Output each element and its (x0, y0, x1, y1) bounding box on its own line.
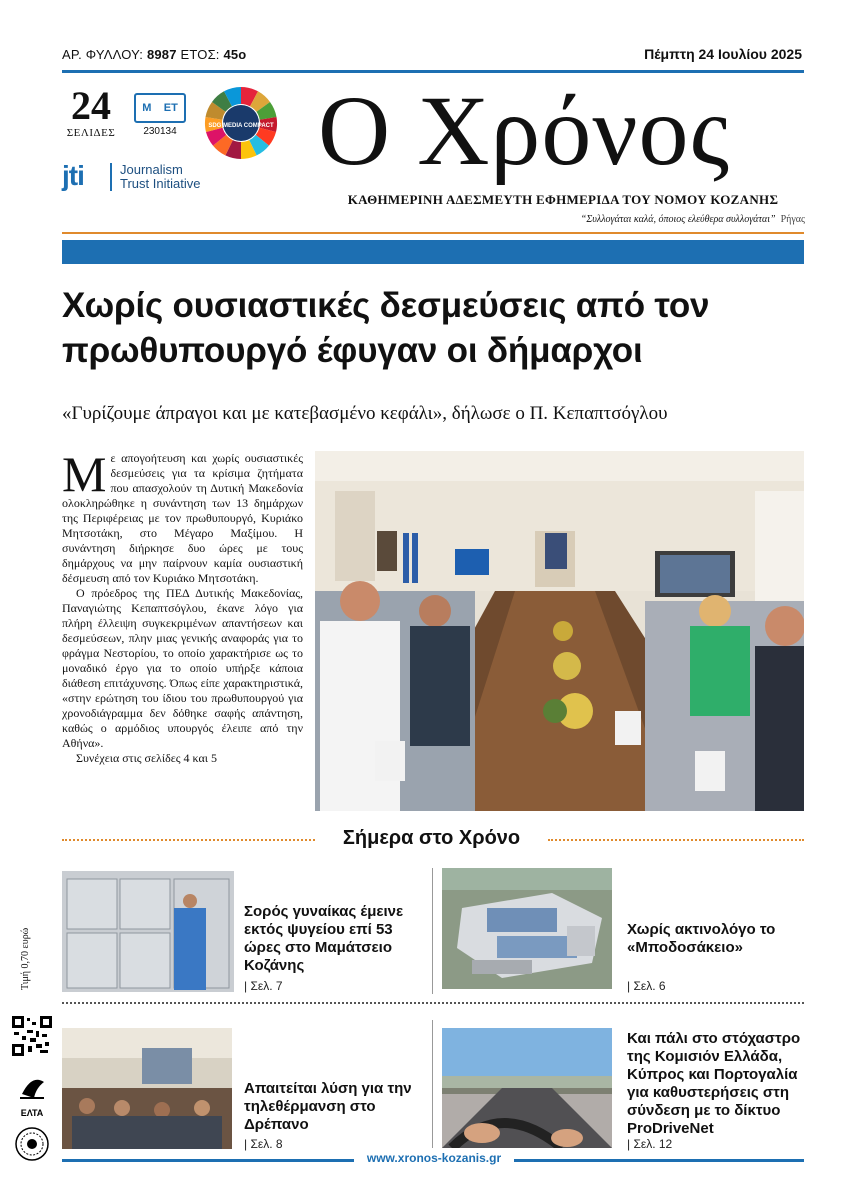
met-badge-et: ET (163, 102, 178, 114)
stories-divider (62, 1002, 804, 1004)
column-divider-1 (432, 868, 433, 994)
footer-rule-left (62, 1159, 354, 1162)
svg-text:ΕΛΤΑ: ΕΛΤΑ (20, 1108, 44, 1118)
story-4-thumb[interactable] (442, 1028, 612, 1148)
masthead-subtitle: ΚΑΘΗΜΕΡΙΝΗ ΑΔΕΣΜΕΥΤΗ ΕΦΗΜΕΡΙΔΑ ΤΟΥ ΝΟΜΟΥ ΚΟΖΑΝΗΣ (347, 192, 779, 207)
story-3-title[interactable]: Απαιτείται λύση για την τηλεθέρμανση στο Δρέπανο (244, 1080, 412, 1133)
sdg-media-compact-logo (204, 86, 278, 160)
para1-text: ε απογοήτευση και χωρίς ουσιαστικές δεσμεύσεις για τα κρίσιμα ζητήματα που απασχολούν τη Δυτική Μακεδονία ολοκληρώθηκε η συνάντηση των 13 δημάρχων της Περιφέρειας με τον πρωθυπουργό, Κυριάκο Μητσοτάκη, στο Μέγαρο Μαξίμου. Η συνάντηση διήρκησε δυο ώρες με τους δημάρχους να μην παίρνουν καμία ουσιαστική δέσμευση από τον Κυριάκο Μητσοτάκη. (62, 451, 303, 585)
issue-number: 8987 (146, 47, 177, 62)
today-heading: Σήμερα στο Χρόνο (342, 827, 521, 849)
quote-author: Ρήγας (780, 214, 805, 225)
lead-photo[interactable] (315, 451, 804, 811)
quote-text: “Συλλογάται καλά, όποιος ελεύθερα συλλογάται” (580, 214, 776, 225)
lead-deck: «Γυρίζουμε άπραγοι και με κατεβασμένο κεφάλι», δήλωσε ο Π. Κεπαπτσόγλου (62, 403, 668, 424)
today-divider-right (548, 839, 804, 841)
met-badge-m: M (142, 102, 152, 114)
price-label: Τιμή 0,70 ευρώ (20, 927, 31, 990)
jti-line-2: Trust Initiative (120, 176, 201, 191)
year-value: 45ο (223, 47, 247, 62)
issue-date: Πέμπτη 24 Ιουλίου 2025 (644, 46, 802, 62)
lead-body (62, 446, 303, 766)
publishers-seal-icon (14, 1126, 50, 1162)
story-2-page: | Σελ. 6 (627, 979, 666, 993)
issue-info (62, 47, 246, 62)
jti-divider (110, 163, 112, 191)
lead-paragraph-2: Ο πρόεδρος της ΠΕΔ Δυτικής Μακεδονίας, Παναγιώτης Κεπαπτσόγλου, έκανε λόγο για πλήρη έλλειψη συγκεκριμένων απαντήσεων και δεσμεύσεων, πλην μιας γενικής αναφοράς για το φράγμα Νεστορίου, το οποίο χαρακτήρισε ως το μοναδικό έργο για το οποίο υπήρξε κάποια διάθεση επιτάχυνσης. Όπως είπε χαρακτηριστικά, «στην ερώτηση του ίδιου του πρωθυπουργού για χρονοδιάγραμμα δεν δόθηκε σαφής απάντηση, καθώς ο αρμόδιος υπουργός έλειπε από την Αθήνα». (62, 586, 303, 750)
jti-logo: jti (62, 160, 84, 191)
dropcap: Μ (62, 446, 107, 502)
met-code: 230134 (143, 126, 177, 137)
elta-logo (14, 1070, 50, 1124)
today-divider-left (62, 839, 315, 841)
pages-count: 24 (71, 83, 111, 128)
continue-note[interactable]: Συνέχεια στις σελίδες 4 και 5 (76, 751, 217, 765)
met-badge (134, 93, 186, 123)
story-4-title[interactable]: Και πάλι στο στόχαστρο της Κομισιόν Ελλάδα, Κύπρος και Πορτογαλία για καθυστερήσεις στη σύνδεση με το δίκτυο ProDriveNet (627, 1030, 801, 1137)
story-2-thumb[interactable] (442, 868, 612, 989)
jti-text (120, 163, 200, 191)
story-2-title[interactable]: Χωρίς ακτινολόγο το «Μποδοσάκειο» (627, 921, 776, 956)
footer-rule-right (514, 1159, 804, 1162)
masthead-quote (318, 214, 805, 225)
orange-rule (62, 232, 804, 234)
blue-band (62, 240, 804, 264)
jti-line-1: Journalism (120, 162, 183, 177)
story-3-page: | Σελ. 8 (244, 1137, 283, 1151)
story-1-thumb[interactable] (62, 871, 234, 992)
svg-text:SDG MEDIA COMPACT: SDG MEDIA COMPACT (208, 123, 274, 129)
story-1-page: | Σελ. 7 (244, 979, 283, 993)
website-link[interactable]: www.xronos-kozanis.gr (366, 1151, 502, 1165)
pages-label: ΣΕΛΙΔΕΣ (66, 127, 116, 139)
top-rule (62, 70, 804, 73)
story-1-title[interactable]: Σορός γυναίκας έμεινε εκτός ψυγείου επί 53 ώρες στο Μαμάτσειο Κοζάνης (244, 903, 404, 974)
column-divider-2 (432, 1020, 433, 1148)
story-4-page: | Σελ. 12 (627, 1137, 673, 1151)
story-3-thumb[interactable] (62, 1028, 232, 1149)
masthead-title: Ο Χρόνος (318, 75, 731, 186)
year-label: ΕΤΟΣ: (180, 47, 220, 62)
lead-headline[interactable]: Χωρίς ουσιαστικές δεσμεύσεις από τον πρωθυπουργό έφυγαν οι δήμαρχοι (62, 286, 710, 370)
qr-code[interactable] (12, 1016, 52, 1056)
issue-label: ΑΡ. ΦΥΛΛΟΥ: (62, 47, 144, 62)
lead-paragraph-1 (62, 446, 303, 586)
